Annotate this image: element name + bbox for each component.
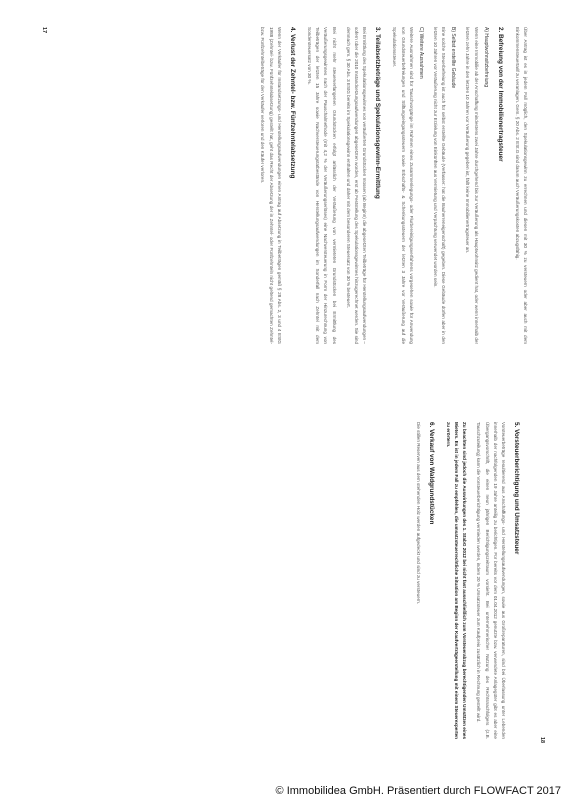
left-page	[27, 15, 547, 360]
section-2-heading: 2. Befreiung von der Immobilienertragsteuer	[496, 27, 504, 162]
subsection-a-heading: A) Hauptwohnsitzbefreiung	[482, 27, 489, 88]
intro-paragraph: Über Antrag ist es in jedem Fall möglich, den Spekulationsgewinn zu errechnen und diesen mit 30 % zu versteuern oder aber auch mit dem Einkommensteuertarif zu veranlagen. Gem. § 20 Abs. 2 ESt.G sind darum auch Veräußerungskosten abzugsfähig.	[514, 27, 528, 344]
subsection-c-heading: C) Weitere Ausnahmen	[417, 27, 424, 79]
section-5-paragraph-1: Vorsteuerbeträge resultierend aus Anschaffungs- und Herstellungsaufwendungen, sowie aus Großreparaturen, sind bei Überlassung unter Lebenden innerhalb der nachfolgenden 19 Jahre anteilig zu berichtigen. Für bereits vor dem 01.04.2012 genutzte bzw. verwendete Anlagegüter gibt es aber eine Übergangsvorschrift, die einen neun jährigen Berichtigungszeitraum vorsieht. Bei unternehmerischer Nutzung des Rechtsnachfolgers (z.B. Tauschzuteilung) kann die Vorsteuerberichtigung vermieden werden, indem 20 % Umsatzsteuer zum Kaufpreis zusätzlich in Rechnung gestellt wird.	[476, 422, 506, 739]
section-6-heading: 6. Verkauf von Waldgrundstücken	[427, 422, 435, 525]
section-3-paragraph-2: Bei nicht mehr steuerverfangenen Grundstücken erfolgt anlässlich der Veräußerung von vermieteten Grundstücken bei Ermittlung des Veräußerungsgewinnes nach der Pauschalmethode (mit 4,2 % der Veräußerungserlöses) eine Nachversteuerung in Form der Hinzurechnung von Teilbeträgen der letzten 15 Jahre sowie Nachversteuerungstatbestände von Herstellungsaufwendungen im Sonderfall nach Zehntel mit dem Sondersteuersatz von 30 %.	[306, 27, 337, 344]
page-number-left: 17	[41, 27, 47, 34]
subsection-a-text: Wenn eine Immobilie ab der Anschaffung mindestens zwei Jahre durchgehend bis zur Veräußerung als Hauptwohnsitz gedient hat, oder wenn innerhalb der letzten zehn Jahre in den letzten 10 Jahren vor Veräußerung gegeben ist, fällt keine Immobilienertragsteuer an.	[465, 27, 479, 344]
section-3-heading: 3. Teilabsetzbeträge und Spekulationsgewinn-Ermittlung	[374, 27, 382, 199]
subsection-b-text: Eine solche Steuerbefreiung ist auch für selbst erstellte Gebäude (Verfasser: hat die Bauherreneigenschaft) gegeben. Diese Gebäude dürfen aber in den letzten 10 Jahren vor Veräußerung nicht zur Erzielung von Einkünften aus Vermietung und Verpachtung verwendet worden sein.	[432, 27, 447, 344]
section-6-paragraph: Die stillen Reserven aus dem stehenden Holz werden aufgedeckt und sind zu versteuern.	[415, 422, 421, 605]
subsection-c-text: Weitere Ausnahmen sind für Tauschvorgänge im Rahmen eines Zusammenlegungs- oder Flurbereinigungsverfahrens vorgesehen sowie für Anwendung von Grundsteuerbefreiungen und Stiftungseingangssteuern sowie Erbschafts- & Schenkungssteuern der letzten 3 Jahre vor Veräußerung auf die Spekulationssteuer.	[392, 27, 414, 344]
rotated-page-spread	[27, 15, 547, 765]
section-4-heading: 4. Verlust der Zehntel- bzw. Fünfzehntelabsetzung	[288, 27, 296, 179]
copyright-footer: © Immobilidea GmbH. Präsentiert durch FLOWFACT 2017	[275, 785, 561, 797]
page-number-right: 18	[539, 737, 545, 744]
section-5-heading: 5. Vorsteuerberichtigung und Umsatzsteuer	[513, 422, 520, 555]
section-4-paragraph: Wenn der Verkäufer für Instandsetzungs- und Herstellungsaufwendungen einen Antrag auf Absetzung in Teilbeträgen gemäß § 28 Abs. 2, 3 und 4 EStG 1988 (Zehntel- bzw. Fünfzehntelabsetzung) gestellt hat, geht das Recht der Absetzung der in Zehntel- oder Fünfzehnteln nicht geltend gemachten Zehntel- bzw. Fünfzehntelbeträge für den Verkäufer verloren und den Käufer verloren.	[260, 27, 282, 344]
section-3-paragraph-1: Bei Ermittlung des Spekulationsgewinnes von veräußerten Grundstücken müssen (ab Beginn) die abgesetzten Teilbeträge für Herstellungsaufwendungen – sofern über die 2010 Instandsetzungsaufwendungen abgesetzten worden, erst ab Feststellung des Spekulationsgewinnes hinzugerechnet werden. Sie sind demnach gem. § 30 Abs. 3 EStG bereits im Spekulationsgewinn enthalten und daher mit dem besonderen Steuersatz von 30 % besteuert.	[345, 27, 368, 344]
subsection-b-heading: B) Selbst erstellte Gebäude	[450, 27, 457, 89]
right-page	[27, 410, 547, 755]
section-5-paragraph-2: Zu beachten sind jedoch die Auswirkungen des 1. StabG 2012 bei nicht fast ausschließlich zum Vorsteuerabzug berechtigenden Umsätzen eines Mieters. Es ist in jedem Fall zu empfehlen, die umsatzsteuerrechtliche Situation am Beginn der Kaufverträgeerstellung mit einem Steuerexperten zu erörtern.	[445, 422, 468, 739]
